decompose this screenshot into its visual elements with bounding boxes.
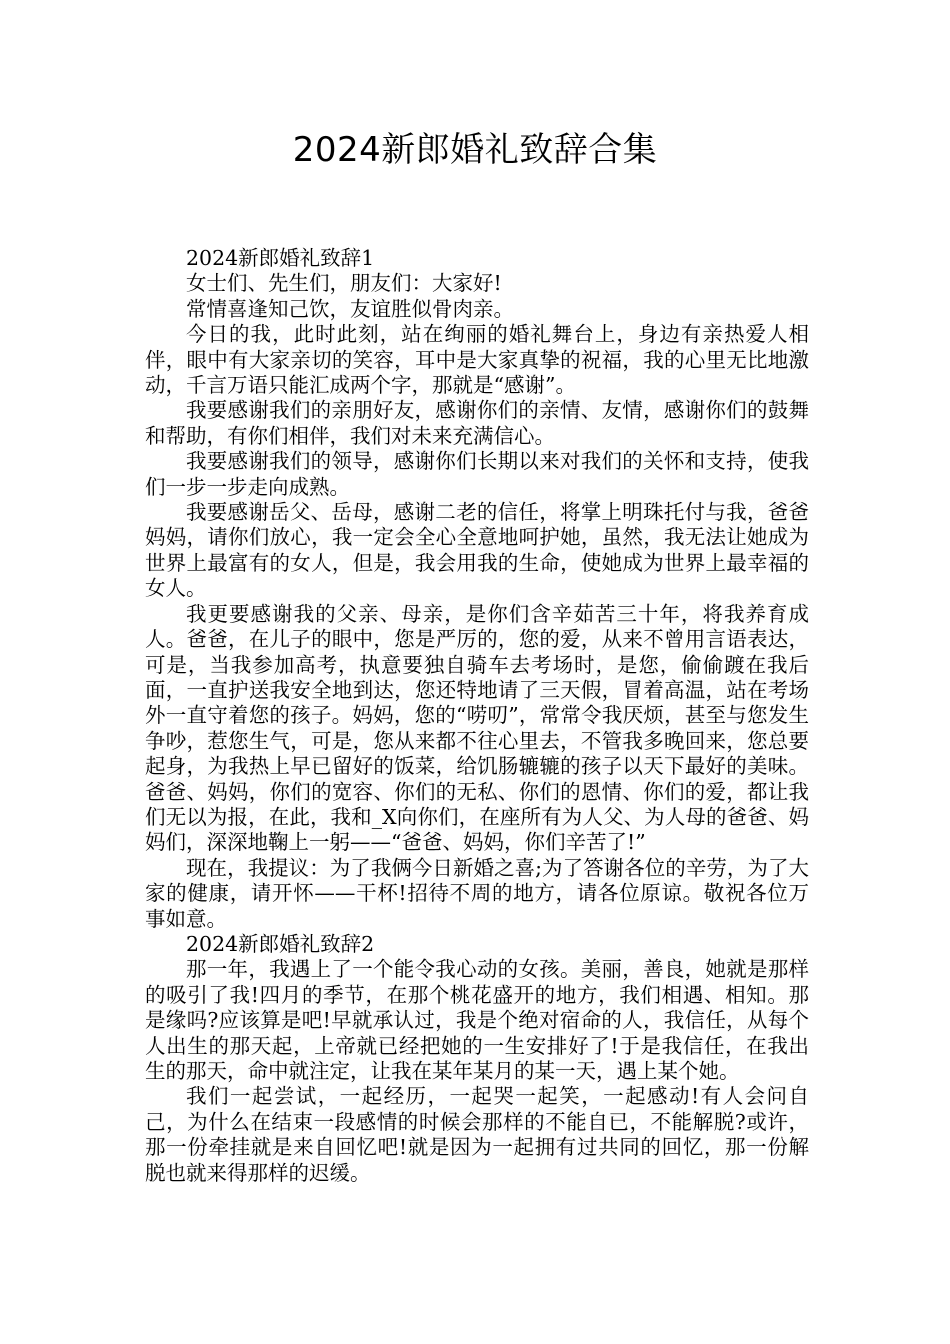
paragraph: 我要感谢岳父、岳母，感谢二老的信任，将掌上明珠托付与我，爸爸妈妈，请你们放心，我一定会全心全意地呵护她，虽然，我无法让她成为世界上最富有的女人，但是，我会用我的生命，使她成为世界上最幸福的女人。 (145, 500, 809, 601)
paragraph: 我们一起尝试，一起经历，一起哭一起笑，一起感动!有人会问自己，为什么在结束一段感情的时候会那样的不能自已，不能解脱?或许，那一份牵挂就是来自回忆吧!就是因为一起拥有过共同的回忆，那一份解脱也就来得那样的迟缓。 (145, 1084, 809, 1185)
paragraph: 我要感谢我们的亲朋好友，感谢你们的亲情、友情，感谢你们的鼓舞和帮助，有你们相伴，我们对未来充满信心。 (145, 398, 809, 448)
paragraph: 我要感谢我们的领导，感谢你们长期以来对我们的关怀和支持，使我们一步一步走向成熟。 (145, 449, 809, 499)
section-heading-2: 2024新郎婚礼致辞2 (186, 931, 375, 956)
paragraph: 现在，我提议：为了我俩今日新婚之喜;为了答谢各位的辛劳，为了大家的健康，请开怀——干杯!招待不周的地方，请各位原谅。敬祝各位万事如意。 (145, 855, 809, 931)
paragraph: 今日的我，此时此刻，站在绚丽的婚礼舞台上，身边有亲热爱人相伴，眼中有大家亲切的笑容，耳中是大家真挚的祝福，我的心里无比地激动，千言万语只能汇成两个字，那就是“感谢”。 (145, 322, 809, 398)
section-heading-1: 2024新郎婚礼致辞1 (186, 246, 375, 270)
paragraph: 那一年，我遇上了一个能令我心动的女孩。美丽，善良，她就是那样的吸引了我!四月的季节，在那个桃花盛开的地方，我们相遇、相知。那是缘吗?应该算是吧!早就承认过，我是个绝对宿命的人，我信任，从每个人出生的那天起，上帝就已经把她的一生安排好了!于是我信任，在我出生的那天，命中就注定，让我在某年某月的某一天，遇上某个她。 (145, 957, 809, 1083)
paragraph: 我更要感谢我的父亲、母亲，是你们含辛茹苦三十年，将我养育成人。爸爸，在儿子的眼中，您是严厉的，您的爱，从来不曾用言语表达，可是，当我参加高考，执意要独自骑车去考场时，是您，偷偷踱在我后面，一直护送我安全地到达，您还特地请了三天假，冒着高温，站在考场外一直守着您的孩子。妈妈，您的“唠叨”，常常令我厌烦，甚至与您发生争吵，惹您生气，可是，您从来都不往心里去，不管我多晚回来，您总要起身，为我热上早已留好的饭菜，给饥肠辘辘的孩子以天下最好的美味。爸爸、妈妈，你们的宽容、你们的无私、你们的恩情、你们的爱，都让我们无以为报，在此，我和_X向你们，在座所有为人父、为人母的爸爸、妈妈们，深深地鞠上一躬——“爸爸、妈妈，你们辛苦了!” (145, 601, 809, 855)
document-body (145, 246, 809, 1186)
paragraph: 女士们、先生们，朋友们：大家好! (186, 271, 502, 296)
paragraph: 常情喜逢知己饮，友谊胜似骨肉亲。 (186, 296, 514, 321)
document-title: 2024新郎婚礼致辞合集 (292, 130, 658, 170)
